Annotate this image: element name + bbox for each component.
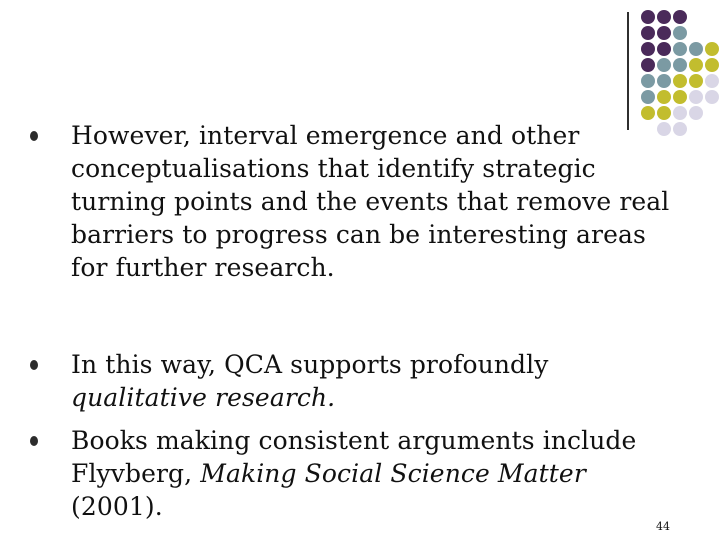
dot [705, 42, 719, 56]
dot [673, 90, 687, 104]
dot [657, 10, 671, 24]
dot [673, 26, 687, 40]
dot [657, 42, 671, 56]
dot [689, 58, 703, 72]
bullet-item [30, 424, 680, 523]
book-title: Making Social Science Matter [200, 459, 586, 488]
dot [673, 74, 687, 88]
bullet-text-body: However, interval emergence and other conceptualisations that identify strategic turning points and the events that remove real barriers to progress can be interesting areas for further research. [71, 121, 670, 282]
dot [689, 106, 703, 120]
bullet-item [30, 119, 680, 284]
dot [705, 58, 719, 72]
dot [657, 74, 671, 88]
bullet-marker-icon [30, 131, 38, 141]
dot [689, 74, 703, 88]
dot [657, 90, 671, 104]
bullet-text-body: In this way, QCA supports profoundly [71, 350, 549, 379]
bullet-text-end: (2001). [71, 492, 163, 521]
dot [641, 58, 655, 72]
dot [657, 58, 671, 72]
bullet-text-body: Books making consistent arguments include Flyvberg, [71, 426, 637, 488]
dot [689, 90, 703, 104]
dot [641, 26, 655, 40]
dot [705, 90, 719, 104]
bullet-text [71, 348, 680, 414]
bullet-text [71, 119, 680, 284]
bullet-marker-icon [30, 436, 38, 446]
dot [673, 106, 687, 120]
dot [641, 74, 655, 88]
dot [673, 10, 687, 24]
dot [689, 42, 703, 56]
bullet-text [71, 424, 680, 523]
page-number: 44 [656, 520, 670, 533]
dot [641, 90, 655, 104]
dot [641, 106, 655, 120]
dot [705, 74, 719, 88]
bullet-item [30, 348, 680, 414]
bullet-text-italic: qualitative research. [71, 383, 336, 412]
dot [641, 10, 655, 24]
dot [657, 26, 671, 40]
dot [641, 42, 655, 56]
dot [673, 58, 687, 72]
dot [657, 106, 671, 120]
bullet-marker-icon [30, 360, 38, 370]
dot [673, 42, 687, 56]
